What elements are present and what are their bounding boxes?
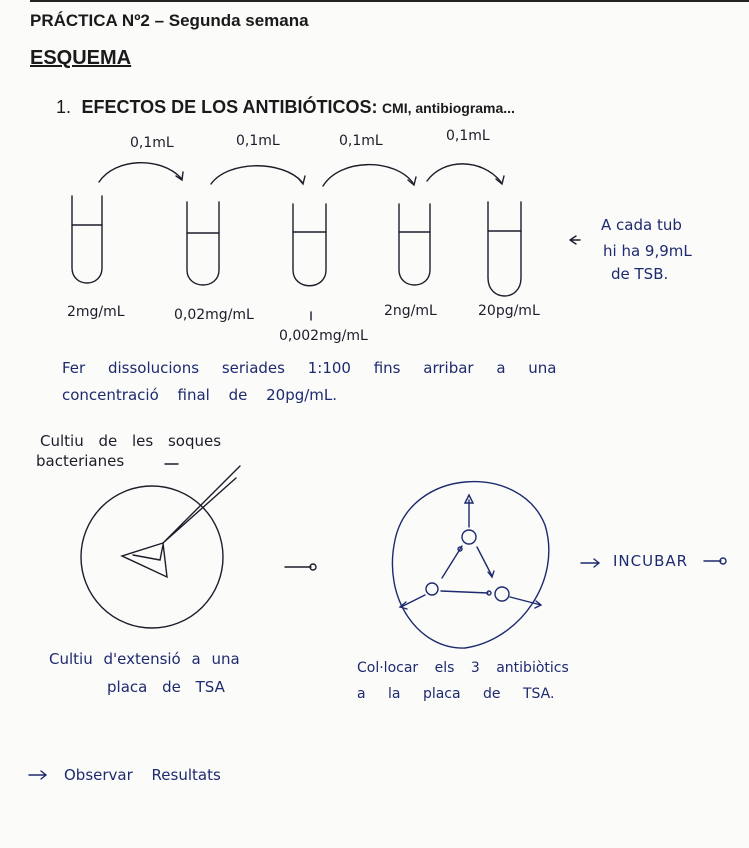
plate-1-caption-1: Cultiu d'extensió a una bbox=[49, 650, 240, 668]
incubate-label: INCUBAR bbox=[613, 552, 689, 570]
transfer-label-4: 0,1mL bbox=[446, 128, 490, 144]
note-line-1: A cada tub bbox=[601, 216, 682, 234]
tube-label-4: 2ng/mL bbox=[384, 303, 437, 319]
section-subtitle: CMI, antibiograma... bbox=[381, 100, 515, 116]
plate-2 bbox=[392, 482, 548, 648]
transfer-arrow-1 bbox=[99, 163, 181, 182]
plate-2-caption-1: Col·locar els 3 antibiòtics bbox=[357, 660, 569, 676]
section-number: 1. bbox=[56, 97, 72, 117]
transfer-label-2: 0,1mL bbox=[236, 133, 280, 149]
observe-results: Observar Resultats bbox=[64, 766, 221, 784]
page-header: PRÁCTICA Nº2 – Segunda semana bbox=[30, 11, 309, 30]
transfer-arrow-3 bbox=[323, 165, 413, 186]
tube-2 bbox=[187, 202, 219, 285]
plate-1 bbox=[81, 486, 223, 628]
note-arrow bbox=[570, 236, 580, 244]
tube-3 bbox=[293, 204, 326, 286]
plate-1-caption-2: placa de TSA bbox=[107, 678, 225, 696]
tube-label-5: 20pg/mL bbox=[478, 303, 540, 319]
transfer-label-1: 0,1mL bbox=[130, 135, 174, 151]
transfer-arrow-2-head bbox=[298, 176, 305, 184]
section-title: EFECTOS DE LOS ANTIBIÓTICOS: bbox=[81, 97, 378, 117]
transfer-arrow-2 bbox=[211, 166, 302, 184]
tube-label-2: 0,02mg/mL bbox=[174, 307, 254, 323]
tube-5 bbox=[488, 202, 521, 296]
antibiotic-disc-2 bbox=[426, 583, 438, 595]
culture-label-1: Cultiu de les soques bbox=[40, 432, 222, 450]
tube-label-3: 0,002mg/mL bbox=[279, 328, 368, 344]
heading-esquema: ESQUEMA bbox=[30, 47, 132, 69]
inoculation-loop bbox=[163, 466, 240, 543]
culture-label-2: bacterianes bbox=[36, 452, 125, 470]
note-line-2: hi ha 9,9mL bbox=[603, 242, 692, 260]
instruction-line-2: concentració final de 20pg/mL. bbox=[62, 386, 338, 404]
plate-2-caption-2: a la placa de TSA. bbox=[357, 686, 555, 702]
note-line-3: de TSB. bbox=[611, 265, 669, 283]
transfer-arrow-4 bbox=[427, 164, 501, 182]
tube-4 bbox=[399, 204, 430, 285]
transfer-label-3: 0,1mL bbox=[339, 133, 383, 149]
instruction-line-1: Fer dissolucions seriades 1:100 fins arribar a una bbox=[62, 359, 557, 377]
tube-label-1: 2mg/mL bbox=[67, 304, 125, 320]
antibiotic-disc-3 bbox=[495, 587, 509, 601]
tube-1 bbox=[72, 196, 102, 283]
antibiotic-disc-1 bbox=[462, 530, 476, 544]
